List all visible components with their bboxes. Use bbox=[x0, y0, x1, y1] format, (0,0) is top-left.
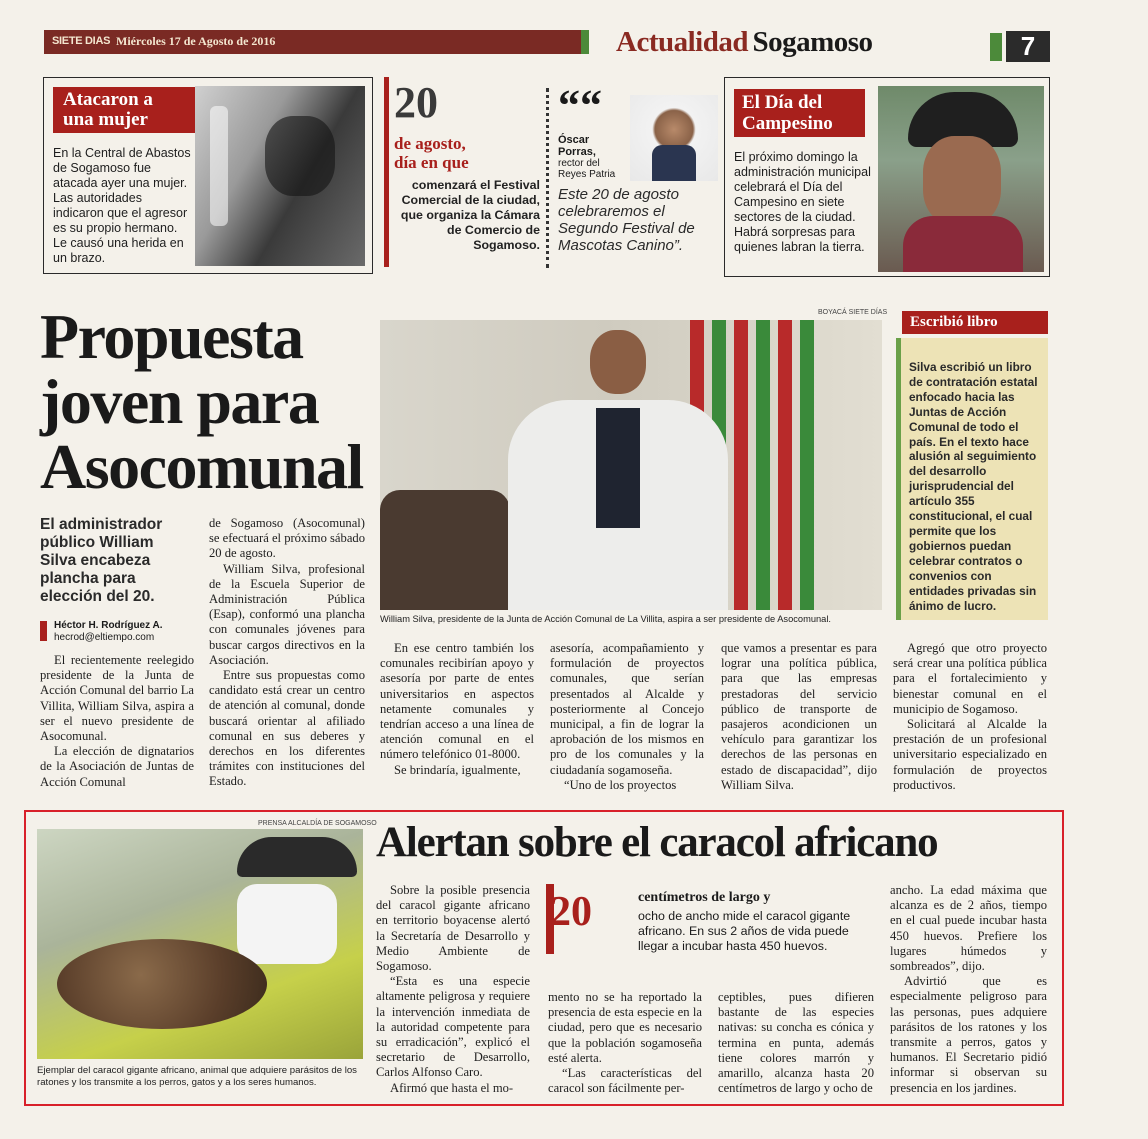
snail-headline: Alertan sobre el caracol africano bbox=[376, 819, 938, 866]
quote-role-1: rector del bbox=[558, 158, 600, 169]
teaser-festival-headline-1: de agosto, bbox=[394, 134, 466, 153]
teaser-festival-number: 20 bbox=[394, 78, 438, 127]
main-photo-caption: William Silva, presidente de la Junta de Acción Comunal de La Villita, aspira a ser presidente de Asocomunal. bbox=[380, 614, 831, 624]
snail-photo bbox=[37, 829, 363, 1059]
teaser-festival bbox=[394, 80, 540, 270]
main-photo bbox=[380, 320, 882, 610]
section-tag: SIETE DIAS bbox=[52, 35, 111, 47]
snail-caption: Ejemplar del caracol gigante africano, animal que adquiere parásitos de los ratones y los transmite a los perros, gatos y a los seres humanos. bbox=[37, 1065, 357, 1088]
highlight-line-1: centímetros de largo y bbox=[638, 890, 771, 905]
sidebar-box bbox=[896, 338, 1048, 620]
author-email: hecrod@eltiempo.com bbox=[54, 632, 155, 643]
section-title bbox=[616, 26, 873, 60]
main-photo-credit: BOYACÁ SIETE DÍAS bbox=[818, 309, 888, 316]
sidebar-title: Escribió libro bbox=[902, 311, 1048, 334]
main-headline: Propuesta joven para Asocomunal bbox=[40, 301, 363, 502]
sidebar-body: Silva escribió un libro de contratación estatal enfocado hacia las Juntas de Acción Comunal de todo el país. En el texto hace alusión al seguimiento del desarrollo jurisprudencial del artículo 355 constitucional, el cual permite que los gobiernos puedan celebrar contratos o convenios con entidades privadas sin ánimo de lucro. bbox=[909, 360, 1038, 613]
teaser-campesino bbox=[724, 77, 1050, 277]
snail-photo-credit: PRENSA ALCALDÍA DE SOGAMOSO bbox=[258, 820, 377, 827]
teaser-campesino-photo bbox=[878, 86, 1044, 272]
main-col-1: El recientemente reelegido presidente de la Junta de Acción Comunal del barrio La Villita, William Silva, aspira a ser el nuevo presidente de Asocomunal. La elección de dignatarios de la Asociación de Juntas de Acción Comunal bbox=[40, 653, 194, 789]
page-marker-stripe bbox=[990, 33, 1002, 61]
header-bar bbox=[44, 30, 589, 54]
snail-col-1: Sobre la posible presencia del caracol gigante africano en territorio boyacense alertó la Secretaría de Desarrollo y Medio Ambiente de Sogamoso. “Esta es una especie altamente peligrosa y requiere la intervención inmediata de la autoridad competente para su erradicación”, explicó el secretario de Desarrollo, Carlos Alfonso Caro. Afirmó que hasta el mo- bbox=[376, 883, 530, 1095]
teaser-atacaron-title: Atacaron a una mujer bbox=[53, 87, 216, 133]
teaser-red-rule bbox=[384, 77, 389, 267]
snail-col-2: mento no se ha reportado la presencia de esta especie en la ciudad, pero que es necesario que la población sogamoseña esté alerta. “Las características del caracol son fácilmente per- bbox=[548, 990, 702, 1096]
author-marker bbox=[40, 621, 47, 641]
quote-portrait bbox=[630, 95, 718, 181]
teaser-festival-headline-2: día en que bbox=[394, 153, 469, 172]
teaser-campesino-title: El Día del Campesino bbox=[734, 89, 865, 137]
quote-name: Óscar Porras, bbox=[558, 134, 596, 158]
header-date: Miércoles 17 de Agosto de 2016 bbox=[116, 34, 276, 48]
page-number: 7 bbox=[1006, 31, 1050, 62]
quote-mark: ““ bbox=[558, 81, 602, 130]
teaser-atacaron-photo bbox=[195, 86, 365, 266]
quote-role-2: Reyes Patria bbox=[558, 169, 616, 180]
main-deck: El administrador público William Silva encabeza plancha para elección del 20. bbox=[40, 516, 163, 605]
snail-col-3: ceptibles, pues difieren bastante de las especies nativas: su concha es cónica y termina en punta, además tiene colores marrón y amarillo, alcanza hasta 20 centímetros de largo y ocho de bbox=[718, 990, 874, 1096]
quote-text: Este 20 de agosto celebraremos el Segundo Festival de Mascotas Canino”. bbox=[558, 186, 695, 254]
dotted-separator bbox=[546, 88, 549, 268]
main-col-2: de Sogamoso (Asocomunal) se efectuará el próximo sábado 20 de agosto. William Silva, profesional de la Escuela Superior de Administración Pública (Esap), conformó una plancha con comunales jóvenes para buscar cargos directivos en la Asociación. Entre sus propuestas como candidato está crear un centro de atención al comunal, donde buscará orientar al afiliado comunal en sus deberes y derechos en los diferentes trámites con instituciones del Estado. bbox=[209, 516, 365, 789]
teaser-campesino-body: El próximo domingo la administración municipal celebrará el Día del Campesino en siete sectores de la ciudad. Habrá sorpresas para quienes labran la tierra. bbox=[734, 150, 871, 254]
teaser-festival-body: comenzará el Festival Comercial de la ciudad, que organiza la Cámara de Comercio de Sogamoso. bbox=[400, 178, 540, 252]
snail-highlight bbox=[546, 880, 866, 970]
snail-col-4: ancho. La edad máxima que alcanza es de 2 años, tiempo en el cual puede incubar hasta 450 huevos. Prefiere los lugares húmedos y sombreados”, dijo. Advirtió que es especialmente peligroso para las personas, pues adquiere parásitos de los ratones y los transmite a perros, gatos y humanos. El Secretario pidió informar si observan su presencia en los jardines. bbox=[890, 883, 1047, 1095]
main-col-4: asesoría, acompañamiento y formulación de proyectos comunales, que serían presentados al Alcalde y posteriormente al Concejo municipal, a fin de lograr la aprobación de los mismos en pro de los comunales y la ciudadanía sogamoseña. “Uno de los proyectos bbox=[550, 641, 704, 792]
author-name: Héctor H. Rodríguez A. bbox=[54, 620, 163, 631]
quote-block bbox=[558, 81, 718, 272]
section-word-sogamoso: Sogamoso bbox=[752, 26, 873, 58]
main-col-5: que vamos a presentar es para lograr una política pública, para que las empresas prestadoras del servicio público de transporte de pasajeros acondicionen un vehículo para garantizar los derechos de las personas en estado de discapacidad”, dijo William Silva. bbox=[721, 641, 877, 792]
main-col-3: En ese centro también los comunales recibirían apoyo y asesoría por parte de entes universitarios en aspectos netamente comunales y tendrían acceso a una línea de atención comunal en el número telefónico 01-8000. Se brindaría, igualmente, bbox=[380, 641, 534, 777]
section-word-actualidad: Actualidad bbox=[616, 26, 748, 58]
teaser-atacaron bbox=[43, 77, 373, 274]
highlight-line-2: ocho de ancho mide el caracol gigante africano. En sus 2 años de vida puede llegar a incubar hasta 450 huevos. bbox=[638, 909, 851, 953]
highlight-number: 20 bbox=[550, 889, 592, 935]
teaser-atacaron-body: En la Central de Abastos de Sogamoso fue atacada ayer una mujer. Las autoridades indicaron que el agresor es su propio hermano. Le causó una herida en un brazo. bbox=[53, 146, 191, 265]
main-col-6: Agregó que otro proyecto será crear una política pública para el fortalecimiento y bienestar comunal en el municipio de Sogamoso. Solicitará al Alcalde la prestación de un profesional universitario especializado en formulación de proyectos productivos. bbox=[893, 641, 1047, 792]
